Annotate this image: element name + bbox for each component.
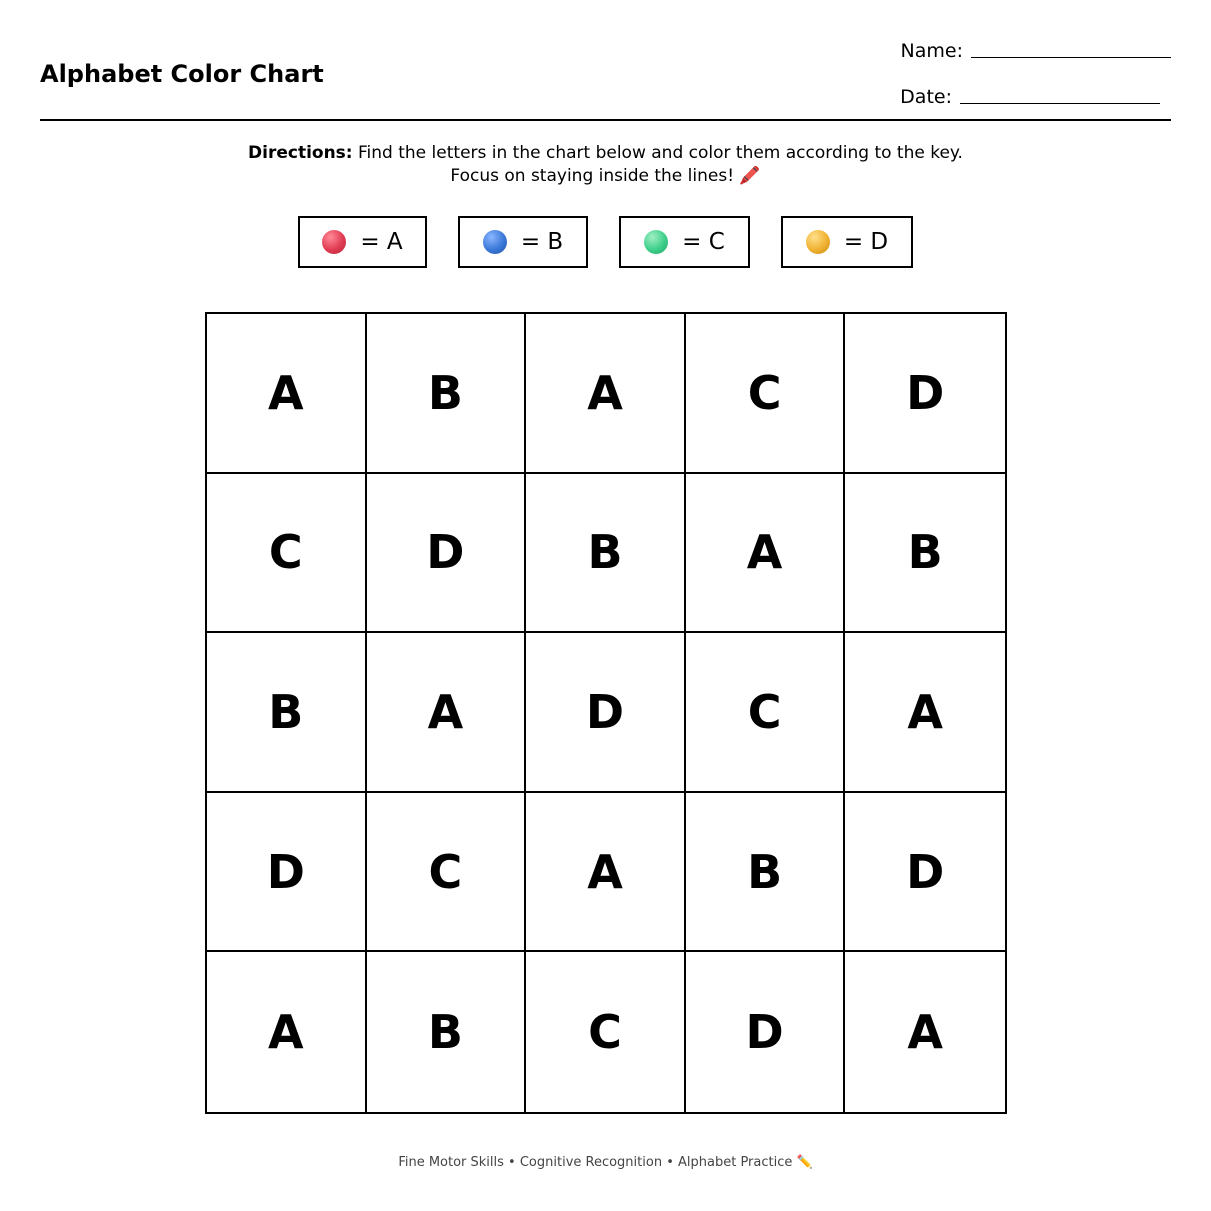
grid-cell[interactable]: C [526, 952, 686, 1112]
red-dot-icon [322, 230, 346, 254]
green-dot-icon [644, 230, 668, 254]
key-label-b: = B [520, 229, 564, 255]
grid-cell[interactable]: C [686, 633, 846, 793]
grid-cell[interactable]: D [845, 793, 1005, 953]
grid-cell[interactable]: B [367, 314, 527, 474]
letter-grid [205, 312, 1007, 1114]
color-key [0, 216, 1211, 268]
footer-text: Fine Motor Skills • Cognitive Recognition • Alphabet Practice ✏️ [398, 1155, 813, 1170]
grid-cell[interactable]: B [367, 952, 527, 1112]
grid-cell[interactable]: A [207, 952, 367, 1112]
grid-cell[interactable]: A [207, 314, 367, 474]
key-label-d: = D [843, 229, 889, 255]
grid-cell[interactable]: A [845, 633, 1005, 793]
directions-label: Directions: [248, 143, 353, 163]
grid-cell[interactable]: A [907, 1005, 943, 1060]
header-divider [40, 119, 1171, 121]
yellow-dot-icon [806, 230, 830, 254]
grid-cell[interactable]: A [367, 633, 527, 793]
grid-cell[interactable]: D [526, 633, 686, 793]
key-item-c [619, 216, 750, 268]
grid-cell[interactable]: D [845, 314, 1005, 474]
name-field[interactable] [901, 40, 1171, 62]
grid-cell[interactable]: C [686, 314, 846, 474]
grid-cell[interactable]: D [686, 952, 846, 1112]
key-item-a [298, 216, 427, 268]
grid-cell[interactable]: A [526, 314, 686, 474]
key-item-b [458, 216, 588, 268]
grid-cell[interactable]: D [207, 793, 367, 953]
blue-dot-icon [483, 230, 507, 254]
key-label-c: = C [682, 229, 725, 255]
name-line[interactable] [971, 56, 1171, 58]
grid-cell[interactable]: B [526, 474, 686, 634]
key-item-d [781, 216, 913, 268]
grid-cell[interactable]: B [845, 474, 1005, 634]
directions [0, 142, 1211, 188]
grid-cell[interactable]: C [367, 793, 527, 953]
grid-cell[interactable]: B [207, 633, 367, 793]
grid-cell[interactable]: A [686, 474, 846, 634]
date-field[interactable] [900, 86, 1160, 108]
directions-line1: Find the letters in the chart below and color them according to the key. [352, 143, 963, 163]
grid-cell[interactable]: B [686, 793, 846, 953]
key-label-a: = A [360, 229, 403, 255]
page-title: Alphabet Color Chart [40, 60, 324, 88]
date-line[interactable] [960, 102, 1160, 104]
grid-cell[interactable]: A [526, 793, 686, 953]
directions-line2: Focus on staying inside the lines! 🖍️ [450, 166, 761, 186]
date-label: Date: [900, 86, 952, 108]
name-label: Name: [900, 40, 963, 62]
grid-cell[interactable]: C [207, 474, 367, 634]
grid-cell[interactable]: D [367, 474, 527, 634]
